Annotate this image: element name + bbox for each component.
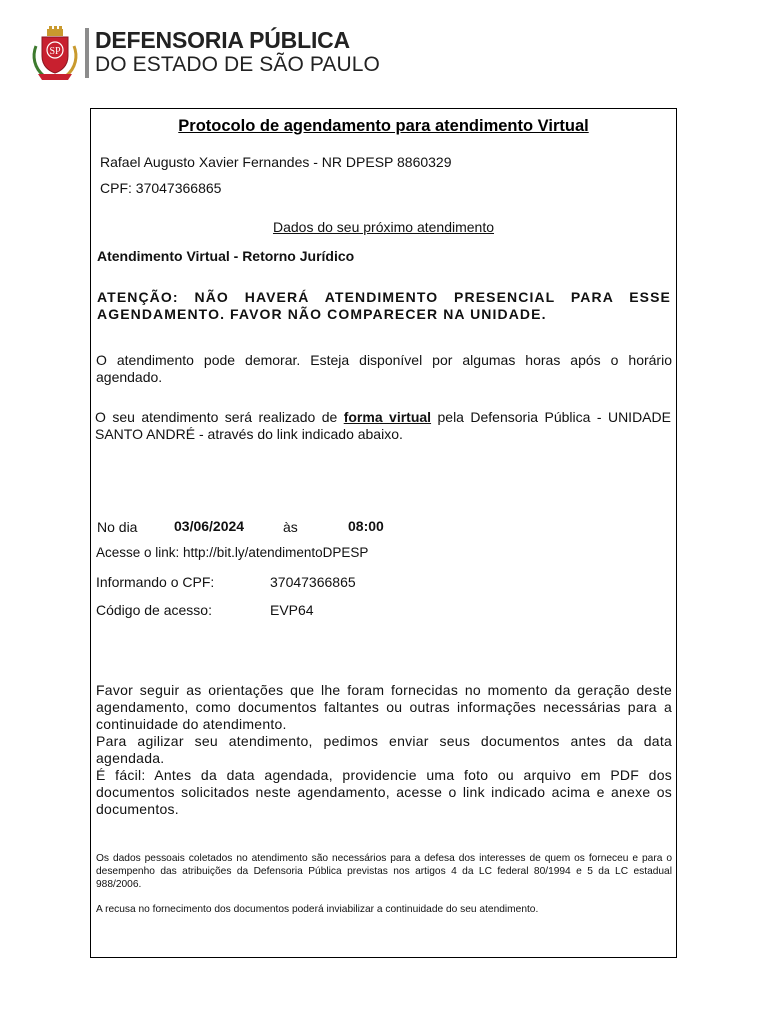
access-link-line: Acesse o link: http://bit.ly/atendimentoDPESP	[96, 545, 369, 560]
service-type: Atendimento Virtual - Retorno Jurídico	[97, 248, 355, 264]
appointment-date: 03/06/2024	[174, 518, 245, 534]
seal-text: SP	[49, 46, 61, 57]
cpf-info-label: Informando o CPF:	[96, 574, 215, 590]
brand-subtitle: DO ESTADO DE SÃO PAULO	[95, 53, 380, 76]
cpf-info-value: 37047366865	[270, 574, 356, 590]
sao-paulo-coat-of-arms-logo	[30, 26, 80, 82]
next-appointment-heading-wrap	[90, 218, 677, 237]
instruction-paragraph: Favor seguir as orientações que lhe foram fornecidas no momento da geração deste agendamento, como documentos faltantes ou outras informações necessárias para a continuidade do atendimento.	[96, 682, 672, 732]
person-name-line: Rafael Augusto Xavier Fernandes - NR DPESP 8860329	[100, 154, 452, 170]
virtual-notice-after: pela Defensoria Pública - UNIDADE SANTO ANDRÉ - através do link indicado abaixo.	[95, 409, 671, 442]
brand-name: DEFENSORIA PÚBLICA	[95, 27, 350, 53]
appointment-time: 08:00	[348, 518, 384, 534]
delay-notice: O atendimento pode demorar. Esteja disponível por algumas horas após o horário agendado.	[96, 352, 672, 385]
privacy-notice: Os dados pessoais coletados no atendimento são necessários para a defesa dos interesses de quem os forneceu e para o desempenho das atribuições da Defensoria Pública previstas nos artigos 4 da LC federal 80/1994 e 5 da LC estadual 988/2006.	[96, 853, 672, 890]
attention-warning: ATENÇÃO: NÃO HAVERÁ ATENDIMENTO PRESENCIAL PARA ESSE AGENDAMENTO. FAVOR NÃO COMPARECER NA UNIDADE.	[97, 289, 671, 322]
logo-divider	[85, 28, 89, 78]
day-label: No dia	[97, 519, 138, 535]
next-appointment-heading: Dados do seu próximo atendimento	[272, 219, 495, 235]
virtual-notice-before: O seu atendimento será realizado de	[95, 409, 344, 425]
at-label: às	[283, 519, 298, 535]
instructions-block	[96, 682, 672, 818]
refusal-notice: A recusa no fornecimento dos documentos poderá inviabilizar a continuidade do seu atendimento.	[96, 904, 539, 915]
virtual-notice-emphasis: forma virtual	[343, 409, 432, 425]
access-code-label: Código de acesso:	[96, 602, 212, 618]
cpf-line: CPF: 37047366865	[100, 180, 222, 196]
instruction-paragraph: É fácil: Antes da data agendada, providencie uma foto ou arquivo em PDF dos documentos solicitados neste agendamento, acesse o link indicado acima e anexe os documentos.	[96, 767, 672, 817]
access-code-value: EVP64	[270, 602, 314, 618]
document-title-wrap	[90, 117, 677, 136]
instruction-paragraph: Para agilizar seu atendimento, pedimos enviar seus documentos antes da data agendada.	[96, 733, 672, 766]
document-title: Protocolo de agendamento para atendimento Virtual	[178, 117, 589, 135]
virtual-notice	[95, 409, 671, 443]
